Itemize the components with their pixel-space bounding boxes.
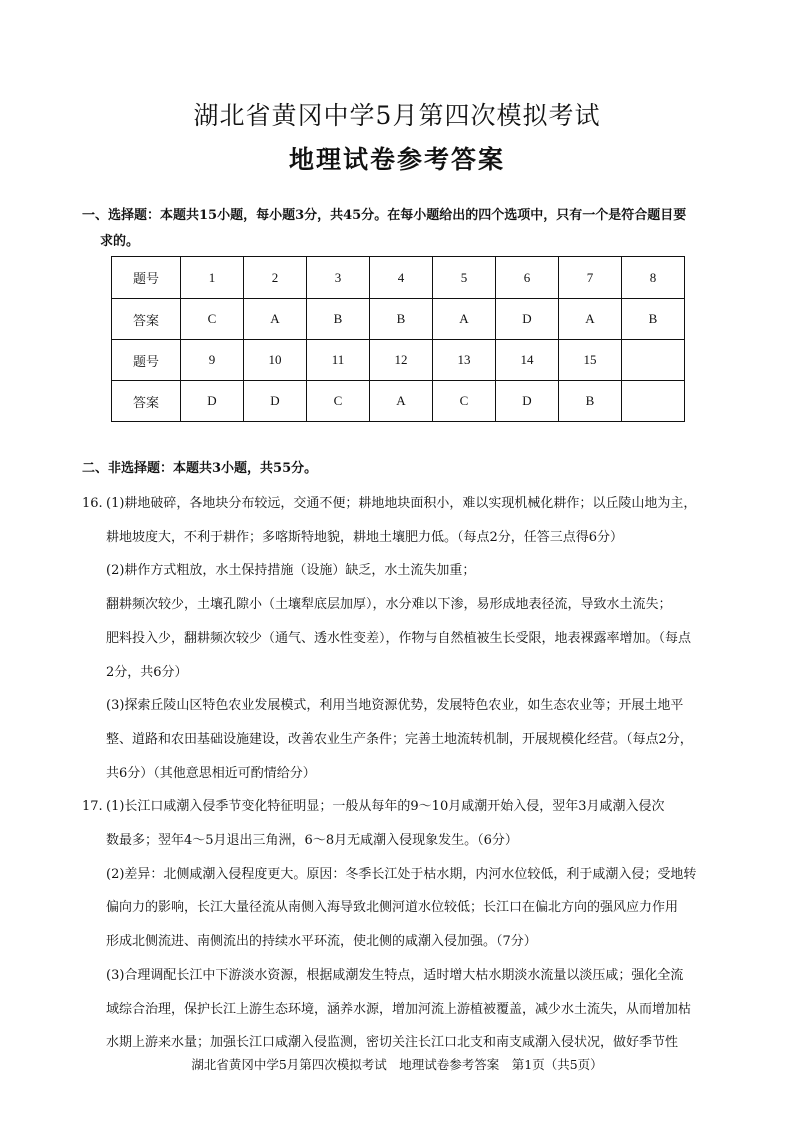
answer-table-cell: 2 — [244, 257, 307, 299]
answer-line: (1)长江口咸潮入侵季节变化特征明显；一般从每年的9～10月咸潮开始入侵，翌年3月咸潮入侵次 — [106, 799, 665, 815]
answer-table-row — [112, 257, 685, 299]
section1-heading-line1: 一、选择题：本题共15小题，每小题3分，共45分。在每小题给出的四个选项中，只有一个是符合题目要 — [82, 208, 687, 223]
answer-table-cell: 15 — [559, 340, 622, 381]
answer-table-row — [112, 299, 685, 340]
answer-line: 耕地坡度大，不利于耕作；多喀斯特地貌，耕地土壤肥力低。（每点2分，任答三点得6分） — [106, 529, 624, 545]
answer-table-cell: 6 — [496, 257, 559, 299]
section1-heading — [82, 203, 722, 255]
answer-table-cell: B — [370, 299, 433, 340]
question-16-number: 16. — [82, 496, 103, 511]
answer-table-cell: 12 — [370, 340, 433, 381]
answer-line: 翻耕频次较少，土壤孔隙小（土壤犁底层加厚），水分难以下渗，易形成地表径流，导致水土流失； — [106, 597, 672, 613]
answer-line: 肥料投入少，翻耕频次较少（通气、透水性变差），作物与自然植被生长受限，地表裸露率增加。（每点 — [106, 630, 692, 646]
answer-line: 整、道路和农田基础设施建设，改善农业生产条件；完善土地流转机制，开展规模化经营。（每点2分， — [106, 731, 693, 747]
answer-table-cell: D — [496, 381, 559, 422]
answer-table-cell: 11 — [307, 340, 370, 381]
answer-line: 水期上游来水量；加强长江口咸潮入侵监测，密切关注长江口北支和南支咸潮入侵状况，做好季节性 — [106, 1035, 679, 1051]
answer-table-cell: A — [370, 381, 433, 422]
answer-table-row — [112, 340, 685, 381]
answer-table-cell: B — [307, 299, 370, 340]
answer-line: 2分，共6分） — [106, 664, 188, 680]
answer-table-cell: B — [559, 381, 622, 422]
answer-line: (3)探索丘陵山区特色农业发展模式，利用当地资源优势，发展特色农业，如生态农业等；开展土地平 — [106, 698, 684, 714]
answer-table-cell: 4 — [370, 257, 433, 299]
answer-line: 形成北侧流进、南侧流出的持续水平环流，使北侧的咸潮入侵加强。（7分） — [106, 934, 537, 950]
answer-line: (2)耕作方式粗放，水土保持措施（设施）缺乏，水土流失加重； — [106, 563, 476, 579]
answer-table-row-label: 答案 — [112, 381, 181, 422]
answer-line: 数最多；翌年4～5月退出三角洲，6～8月无咸潮入侵现象发生。（6分） — [106, 833, 518, 849]
answer-table-cell: 3 — [307, 257, 370, 299]
answer-table-cell — [622, 340, 685, 381]
answers-body — [82, 487, 722, 1060]
answer-table — [111, 256, 685, 422]
answer-table-cell: 10 — [244, 340, 307, 381]
answer-table-cell: 9 — [181, 340, 244, 381]
answer-table-cell: D — [244, 381, 307, 422]
answer-line: (1)耕地破碎，各地块分布较远，交通不便；耕地地块面积小，难以实现机械化耕作；以丘陵山地为主， — [106, 496, 697, 511]
answer-table-row-label: 题号 — [112, 340, 181, 381]
answer-table-cell: 14 — [496, 340, 559, 381]
answer-table-row-label: 题号 — [112, 257, 181, 299]
answer-table-cell: B — [622, 299, 685, 340]
answer-line: 共6分）（其他意思相近可酌情给分） — [106, 765, 316, 781]
answer-table-cell: C — [181, 299, 244, 340]
page-footer: 湖北省黄冈中学5月第四次模拟考试 地理试卷参考答案 第1页（共5页） — [191, 1057, 603, 1072]
answer-table-cell: C — [433, 381, 496, 422]
answer-line: 域综合治理，保护长江上游生态环境，涵养水源，增加河流上游植被覆盖，减少水土流失，从而增加枯 — [106, 1001, 692, 1017]
answer-table-cell: 7 — [559, 257, 622, 299]
section1-heading-line2: 求的。 — [100, 234, 140, 249]
question-17-number: 17. — [82, 799, 103, 815]
answer-table-cell: 8 — [622, 257, 685, 299]
answer-table-row — [112, 381, 685, 422]
answer-table-cell: A — [244, 299, 307, 340]
answer-table-cell: D — [181, 381, 244, 422]
question-16 — [82, 487, 722, 790]
answer-line: (3)合理调配长江中下游淡水资源，根据咸潮发生特点，适时增大枯水期淡水流量以淡压咸；强化全流 — [106, 967, 684, 983]
section2-heading: 二、非选择题：本题共3小题，共55分。 — [82, 461, 318, 476]
answer-table-cell: A — [433, 299, 496, 340]
answer-table-cell: 1 — [181, 257, 244, 299]
answer-table-row-label: 答案 — [112, 299, 181, 340]
exam-title: 湖北省黄冈中学5月第四次模拟考试 — [193, 101, 601, 130]
answer-table-cell: 5 — [433, 257, 496, 299]
answer-line: (2)差异：北侧咸潮入侵程度更大。原因：冬季长江处于枯水期，内河水位较低，利于咸潮入侵；受地转 — [106, 866, 697, 882]
answer-table-cell — [622, 381, 685, 422]
question-17 — [82, 790, 722, 1060]
answer-table-cell: 13 — [433, 340, 496, 381]
answer-table-cell: A — [559, 299, 622, 340]
answer-line: 偏向力的影响，长江大量径流从南侧入海导致北侧河道水位较低；长江口在偏北方向的强风应力作用 — [106, 900, 679, 916]
answer-key-subtitle: 地理试卷参考答案 — [288, 145, 505, 174]
answer-table-cell: D — [496, 299, 559, 340]
answer-table-cell: C — [307, 381, 370, 422]
